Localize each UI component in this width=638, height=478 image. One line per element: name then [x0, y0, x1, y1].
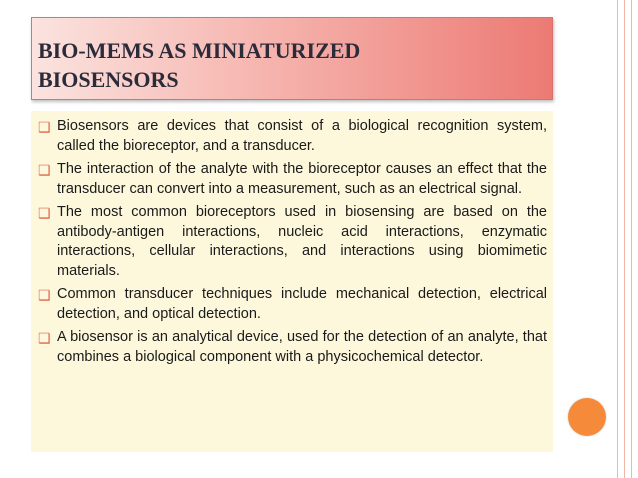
decorative-line: [631, 0, 632, 478]
bullet-text: Common transducer techniques include mechanical detection, electrical detection, and optical detection.: [57, 286, 547, 322]
bullet-text: Biosensors are devices that consist of a biological recognition system, called the bioreceptor, and a transducer.: [57, 118, 547, 154]
title-line-1: BIO-MEMS AS MINIATURIZED: [38, 38, 361, 63]
bullet-text: A biosensor is an analytical device, used for the detection of an analyte, that combines a biological component with a physicochemical detector.: [57, 329, 547, 365]
list-item: [31, 117, 553, 156]
bullet-icon: ❑: [38, 330, 51, 346]
title-line-2: BIOSENSORS: [38, 67, 179, 92]
content-area: [31, 111, 553, 452]
bullet-icon: ❑: [38, 205, 51, 221]
bullet-text: The most common bioreceptors used in biosensing are based on the antibody-antigen interactions, nucleic acid interactions, enzymatic interactions, cellular interactions, and interactions using biomimetic materials.: [57, 204, 547, 279]
decorative-line: [617, 0, 618, 478]
list-item: [31, 328, 553, 367]
bullet-list: [31, 117, 553, 371]
title-banner: [31, 17, 553, 100]
decorative-circle-icon: [568, 398, 606, 436]
bullet-icon: ❑: [38, 162, 51, 178]
slide-title: [38, 36, 360, 94]
bullet-icon: ❑: [38, 119, 51, 135]
list-item: [31, 285, 553, 324]
list-item: [31, 203, 553, 281]
list-item: [31, 160, 553, 199]
bullet-text: The interaction of the analyte with the bioreceptor causes an effect that the transducer can convert into a measurement, such as an electrical signal.: [57, 161, 547, 197]
bullet-icon: ❑: [38, 287, 51, 303]
decorative-line: [624, 0, 625, 478]
